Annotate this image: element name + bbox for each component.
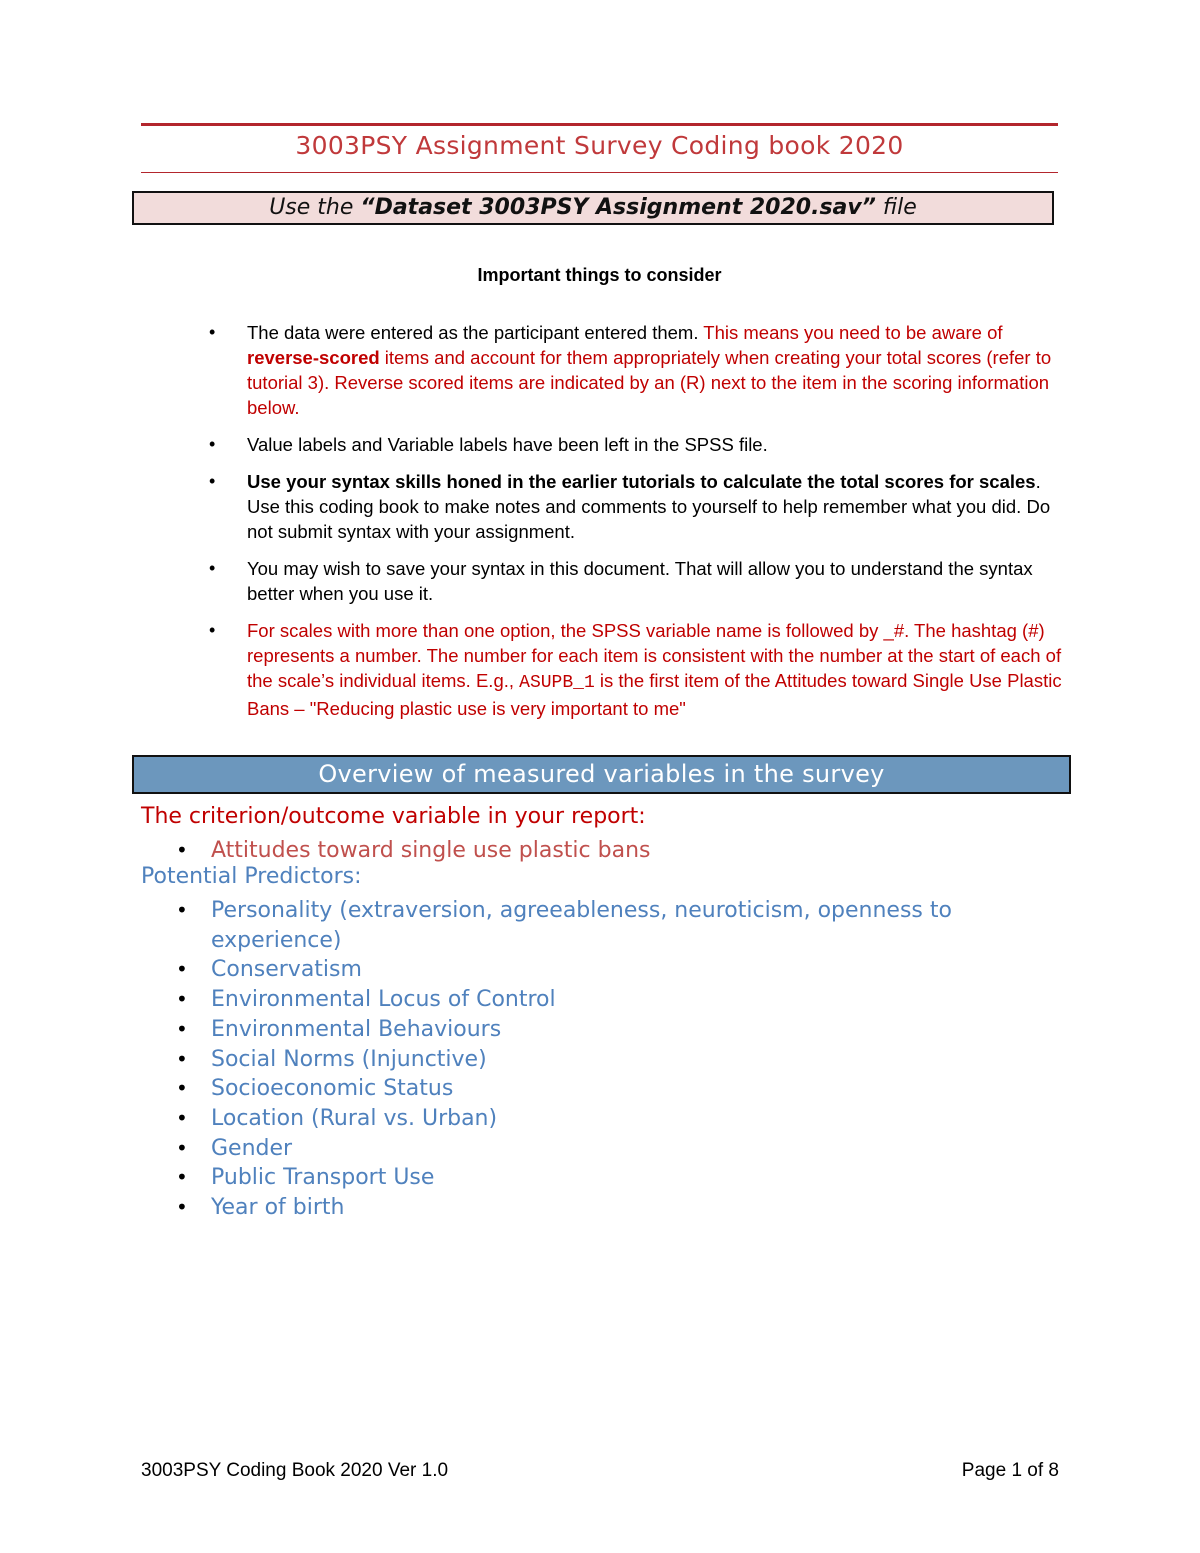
list-item	[0, 1074, 1041, 1104]
predictor-item: Public Transport Use	[211, 1165, 435, 1191]
list-item	[0, 556, 1062, 606]
bullet-marker: •	[176, 1046, 188, 1071]
title-top-rule	[141, 123, 1058, 126]
important-notes-list	[0, 320, 1200, 733]
list-item	[0, 985, 1041, 1015]
bullet-marker: •	[209, 471, 216, 491]
list-item	[0, 618, 1062, 721]
note-text: You may wish to save your syntax in this document. That will allow you to understand the syntax better when you use it.	[247, 558, 1033, 604]
document-title: 3003PSY Assignment Survey Coding book 2020	[295, 131, 904, 160]
bullet-marker: •	[209, 322, 216, 342]
list-item	[0, 1193, 1041, 1223]
footer-page-number: Page 1 of 8	[961, 1460, 1059, 1481]
bullet-marker: •	[176, 1135, 188, 1160]
important-heading: Important things to consider	[477, 265, 722, 285]
predictor-item: Socioeconomic Status	[211, 1076, 454, 1102]
criterion-heading: The criterion/outcome variable in your report:	[141, 804, 646, 829]
dataset-suffix: file	[875, 195, 917, 220]
predictor-item: Year of birth	[211, 1195, 345, 1221]
predictor-item: Gender	[211, 1135, 293, 1161]
list-item	[0, 1045, 1041, 1075]
list-item	[0, 432, 1062, 457]
bullet-marker: •	[176, 1165, 188, 1190]
list-item	[0, 836, 1041, 866]
overview-heading: Overview of measured variables in the survey	[132, 755, 1071, 794]
list-item	[0, 896, 1041, 955]
note-text-red: items and account for them appropriately when creating your total scores (refer to tutorial 3). Reverse scored items are indicated by an (R) next to the item in the scoring information below.	[247, 347, 1052, 418]
predictor-item: Environmental Locus of Control	[211, 987, 556, 1013]
list-item	[0, 955, 1041, 985]
predictors-heading: Potential Predictors:	[141, 864, 362, 889]
bullet-marker: •	[176, 1016, 188, 1041]
list-item	[0, 1104, 1041, 1134]
bullet-marker: •	[176, 1076, 188, 1101]
note-text: . Use this coding book to make notes and comments to yourself to help remember what you did. Do not submit syntax with your assignment.	[247, 471, 1051, 542]
title-bottom-rule	[141, 172, 1058, 173]
note-text: Value labels and Variable labels have been left in the SPSS file.	[247, 434, 768, 455]
note-text-red: is the first item of the Attitudes toward Single Use Plastic Bans – "Reducing plastic use is very important to me"	[247, 670, 1062, 719]
predictor-item: Environmental Behaviours	[211, 1016, 502, 1042]
note-text-red: This means you need to be aware of	[703, 322, 1003, 343]
predictor-item: Location (Rural vs. Urban)	[211, 1105, 498, 1131]
bullet-marker: •	[176, 957, 188, 982]
list-item	[0, 469, 1062, 544]
note-text-red: For scales with more than one option, the SPSS variable name is followed by _#. The hashtag (#) represents a number. The number for each item is consistent with the number at the start of each of the scale’s individual items. E.g.,	[247, 620, 1062, 691]
list-item	[0, 1015, 1041, 1045]
footer-version: 3003PSY Coding Book 2020 Ver 1.0	[141, 1460, 449, 1481]
bullet-marker: •	[209, 434, 216, 454]
list-item	[0, 1134, 1041, 1164]
criterion-list	[0, 836, 1200, 866]
list-item	[0, 320, 1062, 420]
variable-code: ASUPB_1	[519, 673, 595, 693]
bullet-marker: •	[209, 620, 216, 640]
bullet-marker: •	[176, 987, 188, 1012]
bullet-marker: •	[176, 1195, 188, 1220]
bullet-marker: •	[209, 558, 216, 578]
list-item	[0, 1163, 1041, 1193]
bullet-marker: •	[176, 898, 188, 922]
dataset-filename: “Dataset 3003PSY Assignment 2020.sav”	[360, 195, 876, 220]
note-text: The data were entered as the participant entered them.	[247, 322, 704, 343]
bullet-marker: •	[176, 838, 188, 862]
note-text-bold: Use your syntax skills honed in the earlier tutorials to calculate the total scores for scales	[247, 471, 1036, 492]
dataset-prefix: Use the	[269, 195, 361, 220]
predictor-item: Personality (extraversion, agreeableness, neuroticism, openness to experience)	[211, 898, 952, 953]
criterion-item: Attitudes toward single use plastic bans	[211, 838, 651, 863]
bullet-marker: •	[176, 1105, 188, 1130]
dataset-note-box	[132, 191, 1054, 225]
predictor-item: Social Norms (Injunctive)	[211, 1046, 487, 1072]
note-text-red-bold: reverse-scored	[247, 347, 380, 368]
predictor-item: Conservatism	[211, 957, 362, 983]
predictors-list	[0, 896, 1200, 1223]
